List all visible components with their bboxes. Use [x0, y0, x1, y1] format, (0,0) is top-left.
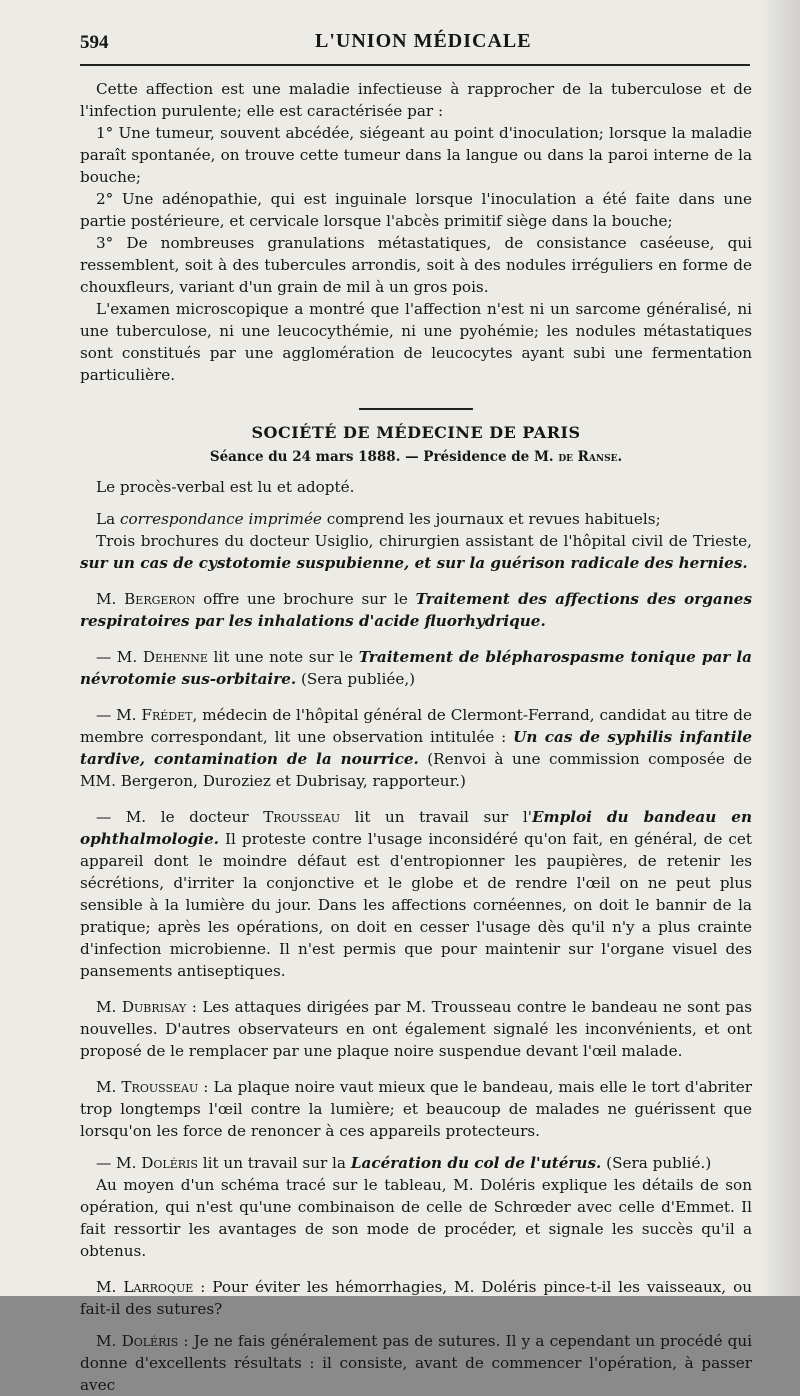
trousseau-paragraph: — M. le docteur Trousseau lit un travail sur l'Emploi du bandeau en ophthalmologie. Il proteste contre l'usage inconsidéré qu'on fait, en général, de cet appareil dont le moindre défaut est d'entropionner les paupières, de retenir les sécrétions, d'irriter la conjonctive et le globe et de rendre l'œil on ne peut plus sensible à la lumière du jour. Dans les affections cornéennes, on doit le bannir de la pratique; après les opérations, on doit en cesser l'usage dès qu'il n'y a plus crainte d'infection microbienne. Il n'est permis que pour maintenir sur l'organe visuel des pansements antiseptiques.	[80, 808, 753, 980]
doleris-reply-paragraph: M. Doléris : Je ne fais généralement pas de sutures. Il y a cependant un procédé qui donne d'excellents résultats : il consiste, avant de commencer l'opération, à passer avec	[80, 1332, 752, 1394]
session-president: de Ranse.	[558, 449, 623, 465]
section-divider	[359, 408, 473, 410]
section-title: SOCIÉTÉ DE MÉDECINE DE PARIS	[251, 423, 581, 442]
minutes-adopted: Le procès-verbal est lu et adopté.	[96, 478, 355, 496]
correspondence-paragraph: La correspondance imprimée comprend les journaux et revues habituels;	[96, 510, 661, 528]
running-title: L'UNION MÉDICALE	[315, 30, 532, 52]
intro-item-1: 1° Une tumeur, souvent abcédée, siégeant au point d'inoculation; lorsque la maladie paraît spontanée, on trouve cette tumeur dans la langue ou dans la paroi interne de la bouche;	[80, 124, 752, 186]
page-header	[80, 28, 740, 58]
brochures-paragraph: Trois brochures du docteur Usiglio, chirurgien assistant de l'hôpital civil de Trieste, sur un cas de cystotomie suspubienne, et sur la guérison radicale des hernies.	[80, 532, 752, 572]
intro-item-2: 2° Une adénopathie, qui est inguinale lorsque l'inoculation a été faite dans une partie postérieure, et cervicale lorsque l'abcès primitif siège dans la bouche;	[80, 190, 752, 230]
dubrisay-paragraph: M. Dubrisay : Les attaques dirigées par M. Trousseau contre le bandeau ne sont pas nouvelles. D'autres observateurs en ont également signalé les inconvénients, et ont proposé de le remplacer par une plaque noire suspendue devant l'œil malade.	[80, 998, 752, 1060]
header-rule	[80, 64, 750, 66]
page-body	[80, 78, 752, 1396]
trousseau-reply-paragraph: M. Trousseau : La plaque noire vaut mieux que le bandeau, mais elle le tort d'abriter trop longtemps l'œil contre la lumière; et beaucoup de malades ne guérissent que lorsqu'on les force de renoncer à ces appareils protecteurs.	[80, 1078, 752, 1140]
bergeron-paragraph: M. Bergeron offre une brochure sur le Traitement des affections des organes respiratoires par les inhalations d'acide fluorhydrique.	[80, 590, 752, 630]
intro-conclusion: L'examen microscopique a montré que l'affection n'est ni un sarcome généralisé, ni une tuberculose, ni une leucocythémie, ni une pyohémie; les nodules métastatiques sont constitués par une agglomération de leucocytes ayant subi une fermentation particulière.	[80, 300, 752, 384]
doleris-explanation: Au moyen d'un schéma tracé sur le tableau, M. Doléris explique les détails de son opération, qui n'est qu'une combinaison de celle de Schrœder avec celle d'Emmet. Il fait ressortir les avantages de son mode de procéder, et signale les succès qu'il a obtenus.	[80, 1176, 752, 1260]
session-text: Séance du 24 mars 1888. — Présidence de M.	[209, 449, 554, 465]
intro-paragraph: Cette affection est une maladie infectieuse à rapprocher de la tuberculose et de l'infection purulente; elle est caractérisée par :	[80, 80, 752, 120]
intro-item-3: 3° De nombreuses granulations métastatiques, de consistance caséeuse, qui ressemblent, soit à des tubercules arrondis, soit à des nodules irréguliers en forme de chouxfleurs, variant d'un grain de mil à un gros pois.	[80, 234, 752, 296]
larroque-paragraph: M. Larroque : Pour éviter les hémorrhagies, M. Doléris pince-t-il les vaisseaux, ou fait-il des sutures?	[80, 1278, 752, 1318]
dehenne-paragraph: — M. Dehenne lit une note sur le Traitement de blépharospasme tonique par la névrotomie sus-orbitaire. (Sera publiée,)	[80, 648, 752, 688]
doleris-paragraph: — M. Doléris lit un travail sur la Lacération du col de l'utérus. (Sera publié.)	[96, 1154, 712, 1172]
page-number: 594	[80, 32, 109, 53]
session-line	[80, 446, 752, 468]
fredet-paragraph: — M. Frédet, médecin de l'hôpital général de Clermont-Ferrand, candidat au titre de membre correspondant, lit une observation intitulée : Un cas de syphilis infantile tardive, contamination de la nourrice. (Renvoi à une commission composée de MM. Bergeron, Duroziez et Dubrisay, rapporteur.)	[80, 706, 753, 790]
